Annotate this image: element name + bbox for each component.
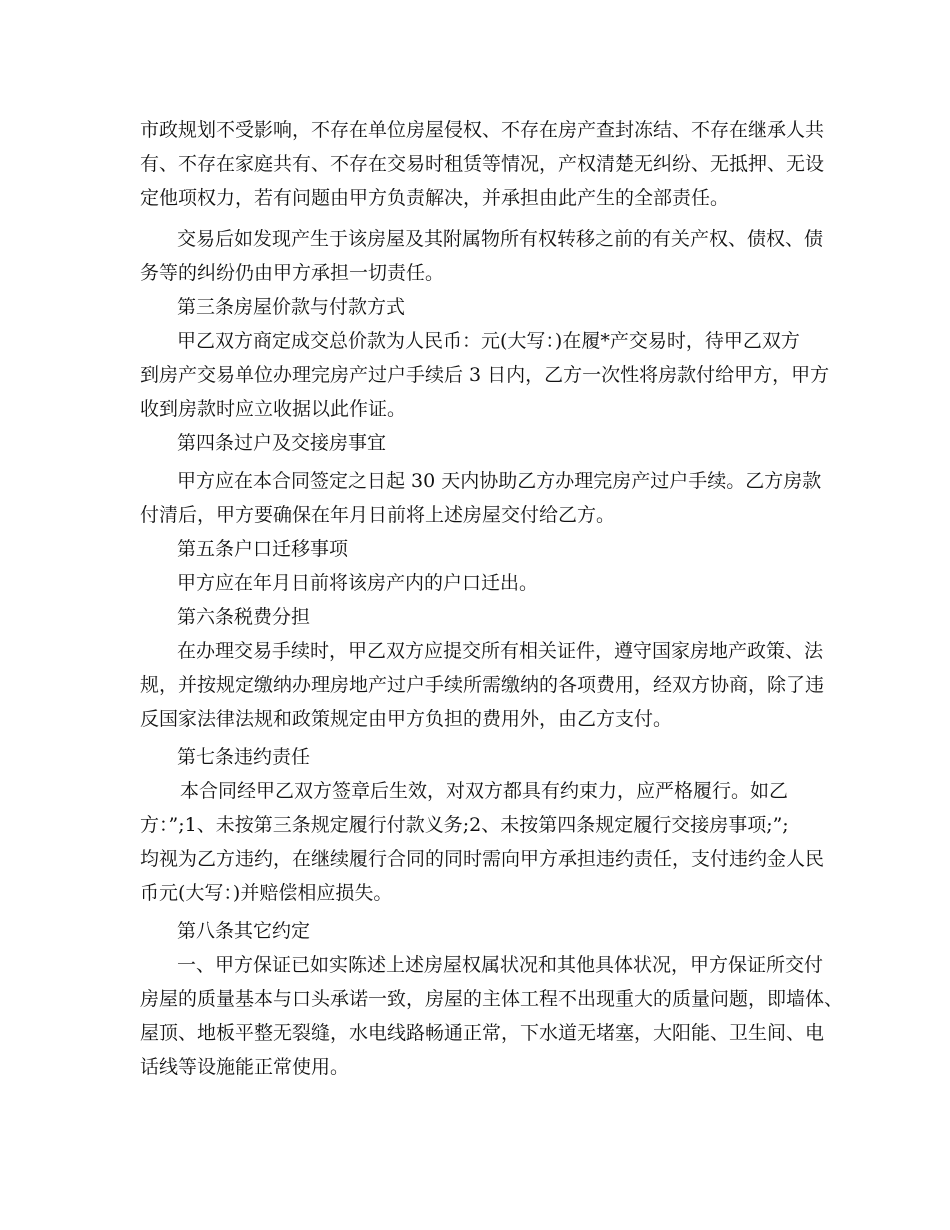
text-line — [0, 808, 950, 842]
text-line — [0, 256, 950, 290]
paragraph-text: 甲方应在年月日前将该房产内的户口迁出。 — [177, 572, 539, 594]
paragraph-text: 均视为乙方违约，在继续履行合同的同时需向甲方承担违约责任，支付违约金人民 — [140, 848, 825, 870]
paragraph-text: 甲乙双方商定成交总价款为人民币：元(大写：)在履*产交易时，待甲乙双方 — [177, 330, 800, 352]
section-heading — [0, 426, 950, 460]
paragraph-text: 甲方应在本合同签定之日起 30 天内协助乙方办理完房产过户手续。乙方房款 — [177, 470, 822, 492]
paragraph-text: 规，并按规定缴纳办理房地产过户手续所需缴纳的各项费用，经双方协商，除了违 — [140, 674, 825, 696]
section-title: 第七条违约责任 — [177, 746, 311, 768]
paragraph-text: 屋顶、地板平整无裂缝，水电线路畅通正常，下水道无堵塞，大阳能、卫生间、电 — [140, 1022, 825, 1044]
text-line — [0, 464, 950, 498]
paragraph-text: 务等的纠纷仍由甲方承担一切责任。 — [140, 262, 445, 284]
section-heading — [0, 740, 950, 774]
text-line — [0, 774, 950, 808]
section-title: 第六条税费分担 — [177, 606, 311, 628]
paragraph-text: 到房产交易单位办理完房产过户手续后 3 日内，乙方一次性将房款付给甲方，甲方 — [140, 364, 830, 386]
text-line — [0, 948, 950, 982]
paragraph-text: 反国家法律法规和政策规定由甲方负担的费用外，由乙方支付。 — [140, 708, 673, 730]
paragraph-text: 在办理交易手续时，甲乙双方应提交所有相关证件，遵守国家房地产政策、法 — [177, 640, 824, 662]
text-line — [0, 634, 950, 668]
text-line — [0, 392, 950, 426]
section-title: 第五条户口迁移事项 — [177, 538, 349, 560]
text-line — [0, 324, 950, 358]
text-line — [0, 222, 950, 256]
text-line — [0, 181, 950, 215]
paragraph-text: 有、不存在家庭共有、不存在交易时租赁等情况，产权清楚无纠纷、无抵押、无设 — [140, 153, 825, 175]
paragraph-text: 本合同经甲乙双方签章后生效，对双方都具有约束力，应严格履行。如乙 — [180, 780, 789, 802]
section-title: 第八条其它约定 — [177, 920, 311, 942]
text-line — [0, 1050, 950, 1084]
text-line — [0, 668, 950, 702]
paragraph-text: 付清后，甲方要确保在年月日前将上述房屋交付给乙方。 — [140, 504, 616, 526]
paragraph-text: 一、甲方保证已如实陈述上述房屋权属状况和其他具体状况，甲方保证所交付 — [177, 954, 824, 976]
section-title: 第三条房屋价款与付款方式 — [177, 296, 406, 318]
text-line — [0, 147, 950, 181]
text-line — [0, 702, 950, 736]
section-heading — [0, 532, 950, 566]
paragraph-text: 话线等设施能正常使用。 — [140, 1056, 350, 1078]
section-heading — [0, 290, 950, 324]
section-heading — [0, 600, 950, 634]
text-line — [0, 358, 950, 392]
paragraph-text: 收到房款时应立收据以此作证。 — [140, 398, 407, 420]
paragraph-text: 方：”;1、未按第三条规定履行付款义务;2、未按第四条规定履行交接房事项;”; — [140, 814, 789, 836]
text-line — [0, 113, 950, 147]
text-line — [0, 498, 950, 532]
section-heading — [0, 914, 950, 948]
text-line — [0, 982, 950, 1016]
paragraph-text: 定他项权力，若有问题由甲方负责解决，并承担由此产生的全部责任。 — [140, 187, 730, 209]
paragraph-text: 交易后如发现产生于该房屋及其附属物所有权转移之前的有关产权、债权、债 — [177, 228, 824, 250]
text-line — [0, 1016, 950, 1050]
text-line — [0, 842, 950, 876]
paragraph-text: 房屋的质量基本与口头承诺一致，房屋的主体工程不出现重大的质量问题，即墙体、 — [140, 988, 844, 1010]
text-line — [0, 876, 950, 910]
text-line — [0, 566, 950, 600]
section-title: 第四条过户及交接房事宜 — [177, 432, 387, 454]
paragraph-text: 币元(大写：)并赔偿相应损失。 — [140, 882, 393, 904]
paragraph-text: 市政规划不受影响，不存在单位房屋侵权、不存在房产查封冻结、不存在继承人共 — [140, 119, 825, 141]
